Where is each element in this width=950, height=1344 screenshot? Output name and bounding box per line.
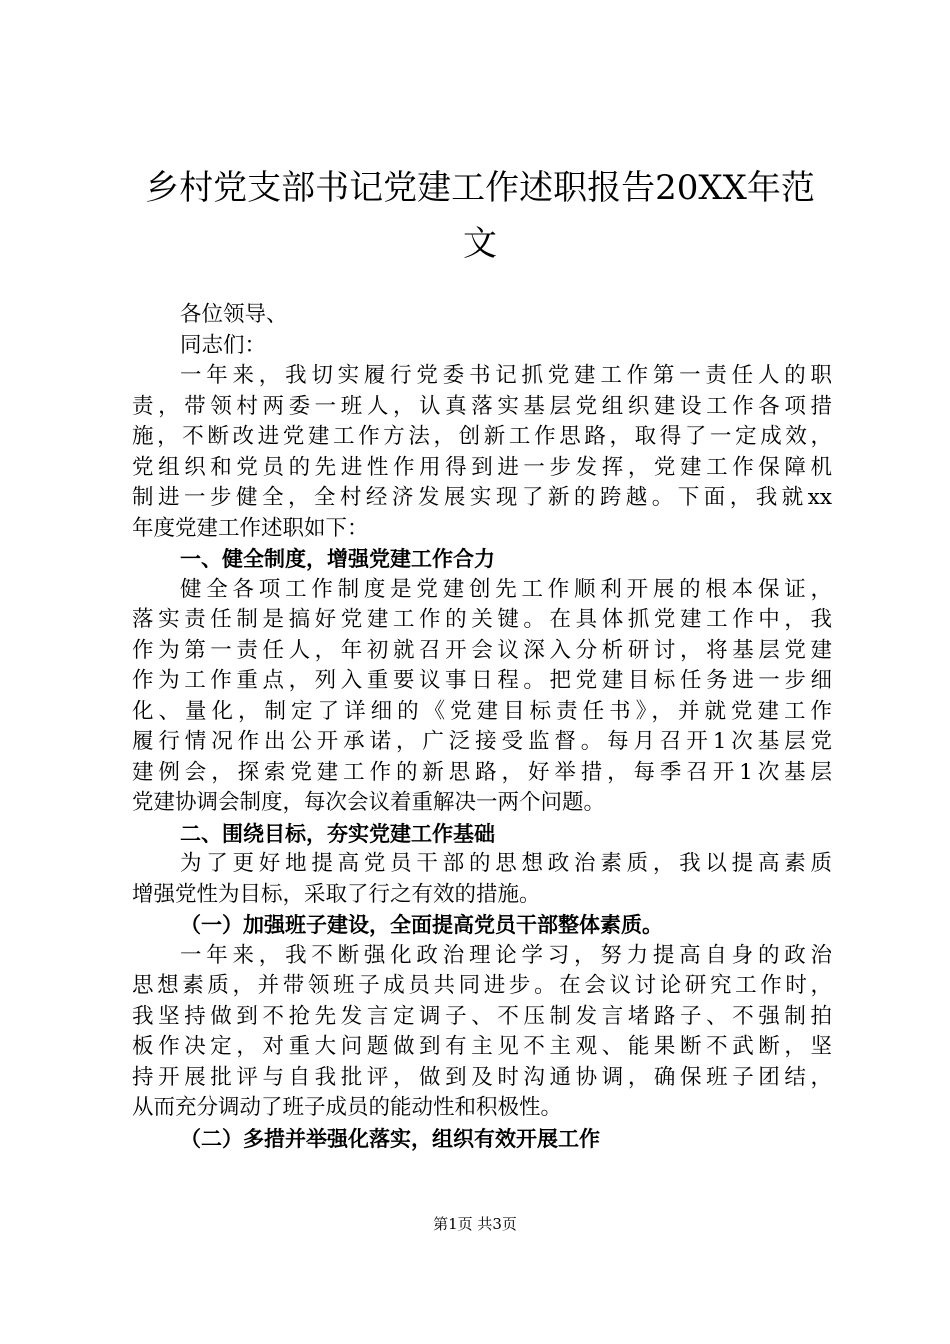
paragraph-line: 化、量化，制定了详细的《党建目标责任书》，并就党建工作 bbox=[132, 698, 832, 724]
paragraph-line: 作为工作重点，列入重要议事日程。把党建目标任务进一步细 bbox=[132, 668, 832, 693]
paragraph-line: 健全各项工作制度是党建创先工作顺利开展的根本保证， bbox=[180, 576, 832, 602]
paragraph-line: 党建协调会制度，每次会议着重解决一两个问题。 bbox=[132, 790, 606, 815]
paragraph-line: 同志们： bbox=[180, 332, 267, 358]
page-footer: 第1页 共3页 bbox=[433, 1215, 517, 1233]
paragraph-line: 年度党建工作述职如下： bbox=[132, 515, 369, 541]
paragraph-line: 我坚持做到不抢先发言定调子、不压制发言堵路子、不强制拍 bbox=[132, 1003, 832, 1029]
paragraph-line: 施，不断改进党建工作方法，创新工作思路，取得了一定成效， bbox=[132, 424, 832, 449]
paragraph-line: 责，带领村两委一班人，认真落实基层党组织建设工作各项措 bbox=[132, 393, 832, 419]
section-heading: 二、围绕目标，夯实党建工作基础 bbox=[180, 821, 495, 846]
paragraph-line: 作为第一责任人，年初就召开会议深入分析研讨，将基层党建 bbox=[132, 637, 832, 663]
paragraph-line: 一年来，我切实履行党委书记抓党建工作第一责任人的职 bbox=[180, 363, 832, 388]
paragraph-line: 党组织和党员的先进性作用得到进一步发挥，党建工作保障机 bbox=[132, 454, 832, 480]
document-body bbox=[132, 300, 832, 1154]
paragraph-line: 制进一步健全，全村经济发展实现了新的跨越。下面，我就xx bbox=[132, 485, 832, 510]
paragraph-line: 板作决定，对重大问题做到有主见不主观、能果断不武断，坚 bbox=[132, 1034, 832, 1059]
paragraph-line: 持开展批评与自我批评，做到及时沟通协调，确保班子团结， bbox=[132, 1064, 832, 1090]
paragraph-line: 增强党性为目标，采取了行之有效的措施。 bbox=[132, 881, 541, 907]
paragraph-line: 一年来，我不断强化政治理论学习，努力提高自身的政治 bbox=[180, 942, 832, 968]
section-heading: （一）加强班子建设，全面提高党员干部整体素质。 bbox=[180, 913, 663, 937]
paragraph-line: 各位领导、 bbox=[180, 302, 288, 327]
paragraph-line: 履行情况作出公开承诺，广泛接受监督。每月召开1次基层党 bbox=[132, 729, 832, 754]
paragraph-line: 为了更好地提高党员干部的思想政治素质，我以提高素质 bbox=[180, 851, 832, 876]
paragraph-line: 思想素质，并带领班子成员共同进步。在会议讨论研究工作时， bbox=[132, 973, 832, 998]
paragraph-line: 落实责任制是搞好党建工作的关键。在具体抓党建工作中，我 bbox=[132, 607, 832, 632]
section-heading: 一、健全制度，增强党建工作合力 bbox=[180, 547, 495, 571]
document-title: 乡村党支部书记党建工作述职报告20XX年范文 bbox=[145, 168, 815, 264]
paragraph-line: 建例会，探索党建工作的新思路，好举措，每季召开1次基层 bbox=[132, 759, 832, 785]
paragraph-line: 从而充分调动了班子成员的能动性和积极性。 bbox=[132, 1095, 563, 1120]
section-heading: （二）多措并举强化落实，组织有效开展工作 bbox=[180, 1126, 600, 1151]
